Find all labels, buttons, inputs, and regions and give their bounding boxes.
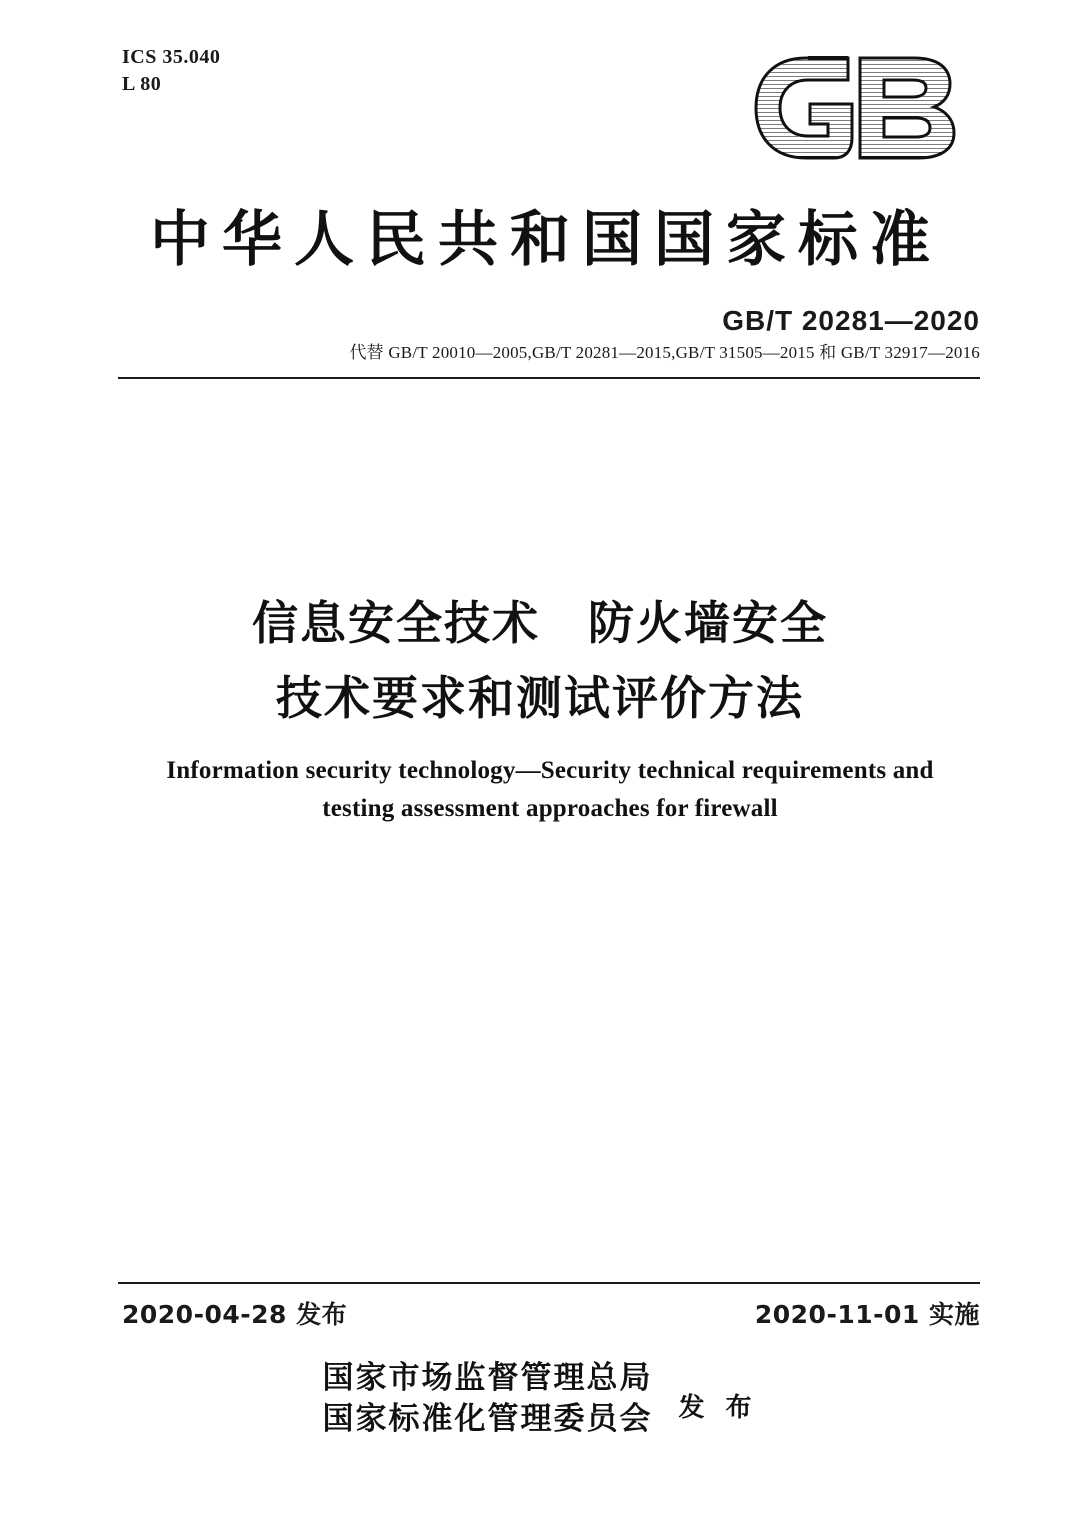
- replaces-note: 代替 GB/T 20010—2005,GB/T 20281—2015,GB/T 31505—2015 和 GB/T 32917—2016: [349, 343, 980, 362]
- page-subtitle-en-line1: Information security technology—Security technical requirements and: [166, 757, 934, 784]
- implementation-date: 2020-11-01 实施: [754, 1300, 980, 1329]
- page-subtitle-en-line2: testing assessment approaches for firewall: [322, 794, 778, 822]
- gb-emblem-icon: [748, 52, 960, 164]
- page-title: [0, 590, 1080, 731]
- classification-code: L 80: [122, 73, 162, 95]
- page-subtitle-en: [150, 752, 950, 827]
- ics-block: [122, 44, 220, 98]
- issuer-line2: 国家标准化管理委员会: [322, 1400, 653, 1437]
- issuer-verb: 发 布: [678, 1393, 758, 1424]
- standard-number: GB/T 20281—2020: [722, 305, 980, 336]
- page-title-line1: 信息安全技术 防火墙安全: [252, 596, 828, 650]
- issuer-names: [322, 1358, 652, 1440]
- ics-code: ICS 35.040: [122, 46, 221, 68]
- issuer-block: [0, 1358, 1080, 1440]
- national-standard-title: 中华人民共和国国家标准: [150, 207, 942, 273]
- divider-bottom: [118, 1282, 980, 1284]
- page-title-line2: 技术要求和测试评价方法: [276, 670, 804, 725]
- issuer-line1: 国家市场监督管理总局: [322, 1360, 653, 1396]
- divider-top: [118, 377, 980, 379]
- issue-date: 2020-04-28 发布: [122, 1300, 348, 1329]
